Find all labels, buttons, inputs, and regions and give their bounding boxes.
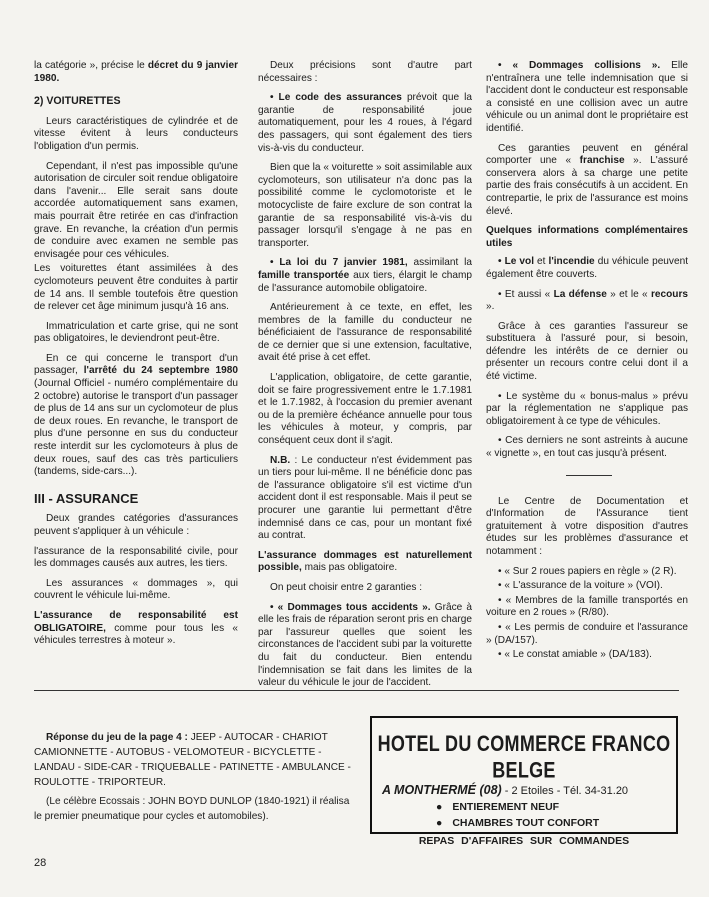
text: Ces garanties peuvent en général comporter une « bbox=[486, 142, 688, 167]
subheading-informations: Quelques informations complémentaires utiles bbox=[486, 225, 688, 249]
list-item: • « Le constat amiable » (DA/183). bbox=[498, 649, 652, 661]
emphasis: • Le code des assurances bbox=[270, 92, 402, 104]
paragraph: Antérieurement à ce texte, en effet, les membres de la famille du conducteur ne bénéficiaient de l'assurance de responsabilité de ce dernier que si une extension, facultative, avait été prise à cet effet. bbox=[258, 302, 472, 364]
paragraph: Immatriculation et carte grise, qui ne sont pas obligatoires, le deviendront peut-être. bbox=[34, 320, 238, 345]
emphasis: • Le vol bbox=[498, 256, 534, 268]
page-number: 28 bbox=[34, 857, 47, 869]
paragraph: Les voiturettes étant assimilées à des cyclomoteurs peuvent être conduites à partir de 14 ans. Il semble toutefois être question de relever cet âge minimum jusqu'à 16 ans. bbox=[34, 263, 238, 313]
emphasis: • « Dommages collisions ». bbox=[498, 60, 661, 71]
list-item: • « Membres de la famille transportés en voiture en 2 roues » (R/80). bbox=[486, 594, 688, 619]
text: assimilant la bbox=[407, 257, 472, 269]
ad-title: HOTEL DU COMMERCE FRANCO BELGE bbox=[377, 731, 671, 783]
separator-rule bbox=[566, 475, 612, 476]
paragraph bbox=[486, 60, 688, 136]
column-3 bbox=[486, 60, 688, 664]
emphasis: L'assurance de responsabilité est OBLIGATOIRE, bbox=[34, 609, 238, 634]
ad-address-details: - 2 Etoiles - Tél. 34-31.20 bbox=[501, 785, 629, 797]
emphasis: l'incendie bbox=[548, 256, 595, 268]
paragraph: l'assurance de la responsabilité civile, pour les dommages causés aux autres, les tiers. bbox=[34, 545, 238, 570]
text: comme pour tous les « véhicules terrestres à moteur ». bbox=[34, 622, 238, 647]
text: ». bbox=[486, 301, 495, 313]
ad-line-text: ENTIEREMENT NEUF bbox=[452, 801, 560, 813]
paragraph: Cependant, il n'est pas impossible qu'une autorisation de circuler soit rendue obligatoire dans l'avenir... Elle serait sans doute accordée automatiquement sans examen, mais pourrait être retirée en cas d'infraction grave. En revanche, la création d'un permis de conduire avec examen ne semble pas envisagée pour ces véhicules. bbox=[34, 160, 238, 260]
horizontal-divider bbox=[34, 690, 679, 691]
emphasis: l'arrêté du 24 septembre 1980 bbox=[83, 365, 238, 377]
paragraph bbox=[486, 289, 688, 314]
paragraph: Deux grandes catégories d'assurances peuvent s'appliquer à un véhicule : bbox=[34, 513, 238, 537]
paragraph bbox=[34, 60, 238, 85]
paragraph: L'application, obligatoire, de cette garantie, doit se faire progressivement entre le 1.7.1981 et le 1.7.1982, à l'occasion du premier avenant ou de la première échéance annuelle pour tous les véhicules à moteur, y compris, par conséquent ceux dont il s'agit. bbox=[258, 372, 472, 447]
emphasis: • La loi du 7 janvier 1981, bbox=[270, 257, 408, 269]
paragraph bbox=[258, 455, 472, 543]
paragraph bbox=[486, 143, 688, 219]
paragraph: Leurs caractéristiques de cylindrée et de vitesse évitent à leurs conducteurs l'obligation d'un permis. bbox=[34, 115, 238, 152]
emphasis: Réponse du jeu de la page 4 : bbox=[46, 732, 188, 743]
text: et bbox=[534, 256, 549, 268]
emphasis: La défense bbox=[553, 288, 607, 300]
paragraph: (Le célèbre Ecossais : JOHN BOYD DUNLOP (1840-1921) il réalisa le premier pneumatique pour cycles et automobiles). bbox=[34, 796, 350, 822]
paragraph: Les assurances « dommages », qui couvrent le véhicule lui-même. bbox=[34, 577, 238, 602]
text: du véhicule peuvent également être couverts. bbox=[486, 256, 688, 280]
ad-city: A MONTHERMÉ (08) bbox=[382, 783, 502, 797]
ad-address bbox=[382, 783, 676, 797]
ad-line-text: CHAMBRES TOUT CONFORT bbox=[452, 817, 600, 829]
column-2 bbox=[258, 60, 472, 697]
ad-line bbox=[436, 817, 676, 829]
paragraph bbox=[258, 92, 472, 155]
emphasis: • « Dommages tous accidents ». bbox=[270, 601, 431, 613]
paragraph: Bien que la « voiturette » soit assimilable aux cyclomoteurs, son utilisateur n'a donc pas la possibilité comme le cyclomotoriste et le motocycliste de faire exclure de son contrat la garantie de sa responsabilité vis-à-vis du passager lorsqu'il s'engage à ne pas en transporter. bbox=[258, 162, 472, 249]
text: • Et aussi « bbox=[498, 288, 554, 300]
paragraph bbox=[486, 256, 688, 281]
text: JEEP - AUTOCAR - CHARIOT CAMIONNETTE - AUTOBUS - VELOMOTEUR - BICYCLETTE - LANDAU - SIDE-CAR - TRIQUEBALLE - PATINETTE - AMBULANCE - ROULOTTE - TRIPORTEUR. bbox=[34, 732, 351, 788]
paragraph bbox=[258, 602, 472, 690]
puzzle-answer bbox=[34, 730, 354, 828]
paragraph bbox=[34, 730, 354, 790]
list-item: • « Sur 2 roues papiers en règle » (2 R). bbox=[498, 565, 677, 577]
text: (Journal Officiel - numéro complémentaire du 2 octobre) autorise le transport d'un passager de plus de 14 ans sur un cyclomoteur de plus de deux roues. En revanche, le transport de plus d'une personne en sus du conducteur reste interdit sur les cyclomoteurs à plus de deux roues, sauf des cas très particuliers (tandems, side-cars...). bbox=[34, 378, 238, 478]
paragraph bbox=[34, 353, 238, 479]
paragraph: Le Centre de Documentation et d'Information de l'Assurance tient gratuitement à votre disposition d'autres études sur les problèmes d'assurance et notamment : bbox=[486, 495, 688, 557]
paragraph: • Ces derniers ne sont astreints à aucune « vignette », en tout cas jusqu'à présent. bbox=[486, 435, 688, 460]
emphasis: recours bbox=[650, 288, 688, 300]
paragraph bbox=[34, 610, 238, 648]
text: aux tiers, élargit le champ de l'assurance automobile obligatoire. bbox=[258, 269, 472, 294]
paragraph: • Le système du « bonus-malus » prévu par la réglementation ne s'applique pas obligatoirement à ce type de véhicules. bbox=[486, 390, 688, 427]
ad-line bbox=[436, 801, 676, 813]
hotel-advertisement bbox=[370, 716, 678, 847]
emphasis: N.B. bbox=[270, 454, 291, 466]
emphasis: L'assurance dommages est naturellement possible, bbox=[258, 549, 472, 574]
emphasis: famille transportée bbox=[258, 269, 350, 281]
paragraph bbox=[258, 550, 472, 575]
bullet-icon: ● bbox=[436, 801, 443, 813]
paragraph bbox=[258, 257, 472, 295]
text: En ce qui concerne le transport d'un passager, bbox=[34, 352, 238, 377]
paragraph: Grâce à ces garanties l'assureur se substituera à l'assuré pour, si besoin, défendre les intérêts de ce dernier ou présenter un recours contre celui dont il a été victime. bbox=[486, 320, 688, 383]
bullet-icon: ● bbox=[436, 817, 443, 829]
ad-footer-line: REPAS D'AFFAIRES SUR COMMANDES bbox=[418, 835, 630, 847]
text: prévoit que la garantie de responsabilité joue automatiquement, pour les 4 roues, à l'égard des passagers, qui sont également des tiers vis-à-vis du conducteur. bbox=[258, 92, 472, 154]
column-1 bbox=[34, 60, 238, 655]
text: Grâce à elle les frais de réparation seront pris en charge par l'assureur quelles que soient les circonstances de l'accident subi par la voiturette du fait du conducteur. Bien entendu l'indemnisation se fait dans les limites de la valeur du véhicule le jour de l'accident. bbox=[258, 601, 473, 689]
section-heading-voiturettes: 2) VOITURETTES bbox=[34, 95, 121, 108]
list-item: • « Les permis de conduire et l'assurance » (DA/157). bbox=[486, 621, 688, 646]
text: » et le « bbox=[606, 288, 651, 300]
text: mais pas obligatoire. bbox=[301, 562, 398, 574]
text: la catégorie », précise le bbox=[34, 60, 148, 71]
text: ». L'assuré conservera alors à sa charge une petite partie des frais consécutifs à un accident. En contrepartie, le prix de l'assurance est moins élevé. bbox=[486, 155, 688, 217]
emphasis: décret du 9 janvier 1980. bbox=[34, 60, 238, 84]
text: : Le conducteur n'est évidemment pas un tiers pour lui-même. Il ne bénéficie donc pas de l'assurance obligatoire s'il est victime d'un accident dont il est responsable. Mais il peut se procurer une garantie lui permettant d'être indemnisé dans ce cas, pour un montant fixé au contrat. bbox=[258, 454, 472, 542]
paragraph: Deux précisions sont d'autre part nécessaires : bbox=[258, 60, 472, 84]
paragraph: On peut choisir entre 2 garanties : bbox=[270, 581, 423, 593]
section-heading-assurance: III - ASSURANCE bbox=[34, 490, 139, 506]
emphasis: franchise bbox=[579, 155, 625, 167]
list-item: • « L'assurance de la voiture » (VOI). bbox=[498, 580, 663, 592]
text: Elle n'entraînera une telle indemnisation que si l'accident dont le conducteur est responsable a consisté en une collision avec un autre véhicule ou un animal dont le propriétaire est identifié. bbox=[486, 60, 688, 134]
